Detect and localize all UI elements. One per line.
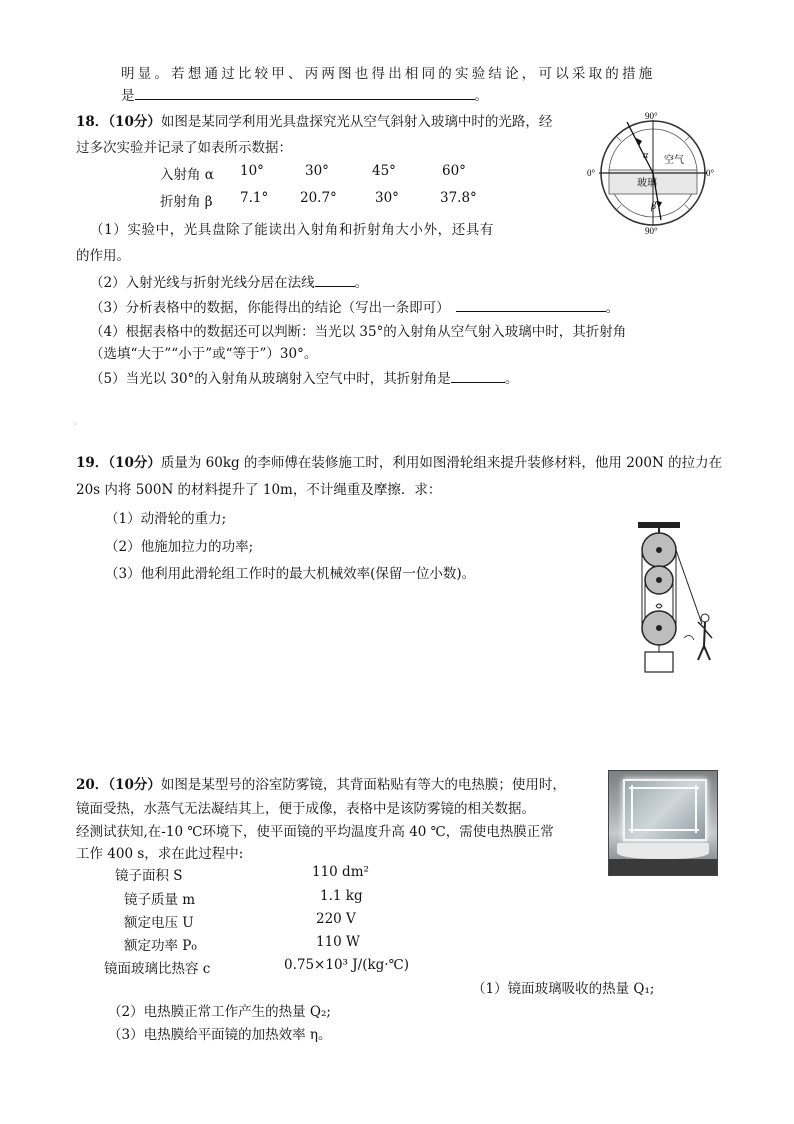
- bathroom-mirror-photo: [608, 770, 718, 876]
- q18-sub4-line-2: （选填“大于”“小于”或“等于”）30°。: [90, 346, 318, 362]
- q18-cell: 30°: [375, 190, 399, 206]
- q19-score: （10分）: [108, 455, 161, 471]
- optical-disk-figure: [585, 110, 720, 235]
- mirror-image: [623, 779, 707, 841]
- q19-stem-line-2: 20s 内将 500N 的材料提升了 10m，不计绳重及摩擦．求：: [76, 482, 442, 498]
- q18-cell: 30°: [305, 163, 329, 179]
- q20-row-value: 0.75×10³ J/(kg·℃): [284, 957, 409, 973]
- fig-label-0-left: 0°: [587, 168, 596, 178]
- fig-label-0-right: 0°: [706, 168, 715, 178]
- q19-stem-text-1: 质量为 60kg 的李师傅在装修施工时，利用如图滑轮组来提升装修材料，他用 200N 的拉力在: [160, 455, 723, 471]
- answer-blank[interactable]: [315, 274, 355, 287]
- q18-sub5: [90, 367, 518, 387]
- intro-line-2-prefix: 是: [121, 88, 135, 104]
- q18-sub1-line-2: [76, 244, 130, 264]
- q18-sub5-end: 。: [504, 371, 519, 387]
- q18-sub2-end: 。: [354, 275, 369, 291]
- fig-label-90-top: 90°: [645, 111, 658, 121]
- q18-sub1-line-1: （1）实验中，光具盘除了能读出入射角和折射角大小外，还具有: [90, 222, 494, 238]
- fig-label-beta: β: [651, 201, 656, 212]
- pulley-diagram: [620, 520, 720, 680]
- pulley-figure: [620, 520, 720, 680]
- q18-table-row-refraction: [160, 190, 560, 210]
- intro-line-2-suffix: 。: [474, 88, 488, 104]
- answer-blank[interactable]: [451, 370, 505, 383]
- intro-line-1: 明显。若想通过比较甲、丙两图也得出相同的实验结论，可以采取的措施: [121, 66, 656, 82]
- fig-label-glass: 玻璃: [637, 178, 657, 189]
- q18-sub3-text: （3）分析表格中的数据，你能得出的结论（写出一条即可）: [90, 300, 450, 316]
- q18-sub3-end: 。: [605, 300, 620, 316]
- q18-sub1-end: 的作用。: [76, 248, 130, 264]
- q18-stem-text-1: 如图是某同学利用光具盘探究光从空气斜射入玻璃中时的光路，经: [160, 114, 553, 130]
- q20-sub3: （3）电热膜给平面镜的加热效率 η。: [108, 1027, 332, 1043]
- q19-stem-line-1: [76, 451, 722, 471]
- q20-row-label: 额定功率 P₀: [124, 938, 197, 954]
- q18-sub4-line-1: （4）根据表格中的数据还可以判断：当光以 35°的入射角从空气射入玻璃中时，其折射角: [90, 324, 627, 340]
- q18-cell: 20.7°: [300, 190, 337, 206]
- q18-table-row-incidence: [160, 163, 560, 183]
- answer-blank[interactable]: [456, 299, 606, 312]
- q20-stem-line-2: 镜面受热，水蒸气无法凝结其上，便于成像，表格中是该防雾镜的相关数据。: [76, 801, 535, 817]
- q20-stem-text-1: 如图是某型号的浴室防雾镜，其背面粘贴有等大的电热膜；使用时，: [160, 777, 566, 793]
- fig-label-90-bottom: 90°: [645, 226, 658, 235]
- q20-row-label: 镜子面积 S: [115, 868, 183, 884]
- q18-cell: 45°: [372, 163, 396, 179]
- q18-cell: 10°: [240, 163, 264, 179]
- q20-row-value: 1.1 kg: [320, 888, 363, 904]
- q18-score: （10分）: [108, 114, 161, 130]
- q18-sub2: [90, 271, 368, 291]
- cabinet-image: [609, 859, 717, 875]
- q20-row-label: 镜面玻璃比热容 c: [104, 961, 211, 977]
- q20-row-value: 110 dm²: [312, 864, 369, 880]
- q18-number: 18．: [76, 114, 109, 130]
- q20-score: （10分）: [108, 777, 161, 793]
- q19-sub3: （3）他利用此滑轮组工作时的最大机械效率(保留一位小数)。: [105, 566, 476, 582]
- q20-number: 20．: [76, 777, 109, 793]
- q19-number: 19．: [76, 455, 109, 471]
- fig-label-air: 空气: [664, 155, 684, 166]
- q18-row-label: 入射角 α: [160, 167, 214, 183]
- q20-row-label: 镜子质量 m: [124, 892, 196, 908]
- sink-image: [617, 843, 709, 859]
- q18-stem-line-1: [76, 110, 552, 130]
- q20-sub1: （1）镜面玻璃吸收的热量 Q₁;: [472, 981, 655, 997]
- q20-row-value: 110 W: [316, 934, 360, 950]
- stray-dot: ·: [74, 420, 77, 429]
- q18-sub3: [90, 296, 619, 316]
- q20-row-label: 额定电压 U: [124, 915, 194, 931]
- answer-blank[interactable]: [135, 87, 475, 100]
- q18-stem-line-2: 过多次实验并记录了如表所示数据：: [76, 140, 292, 156]
- q19-sub2: （2）他施加拉力的功率;: [105, 539, 254, 555]
- fig-label-alpha: α: [643, 150, 649, 161]
- q20-stem-line-1: [76, 773, 566, 793]
- q18-cell: 37.8°: [440, 190, 477, 206]
- q20-row-value: 220 V: [316, 911, 356, 927]
- q18-sub2-text: （2）入射光线与折射光线分居在法线: [90, 275, 315, 291]
- q18-row-label: 折射角 β: [160, 194, 213, 210]
- q18-cell: 7.1°: [240, 190, 269, 206]
- q18-cell: 60°: [442, 163, 466, 179]
- q19-sub1: （1）动滑轮的重力;: [105, 511, 227, 527]
- intro-line-2: [121, 84, 488, 104]
- q18-sub5-text: （5）当光以 30°的入射角从玻璃射入空气中时，其折射角是: [90, 371, 451, 387]
- q20-sub2: （2）电热膜正常工作产生的热量 Q₂;: [108, 1004, 331, 1020]
- q20-stem-line-3: 经测试获知,在-10 ℃环境下，使平面镜的平均温度升高 40 ℃，需使电热膜正常: [76, 824, 554, 840]
- optical-disk-diagram: [585, 110, 720, 235]
- q20-stem-line-4: 工作 400 s，求在此过程中:: [76, 846, 244, 862]
